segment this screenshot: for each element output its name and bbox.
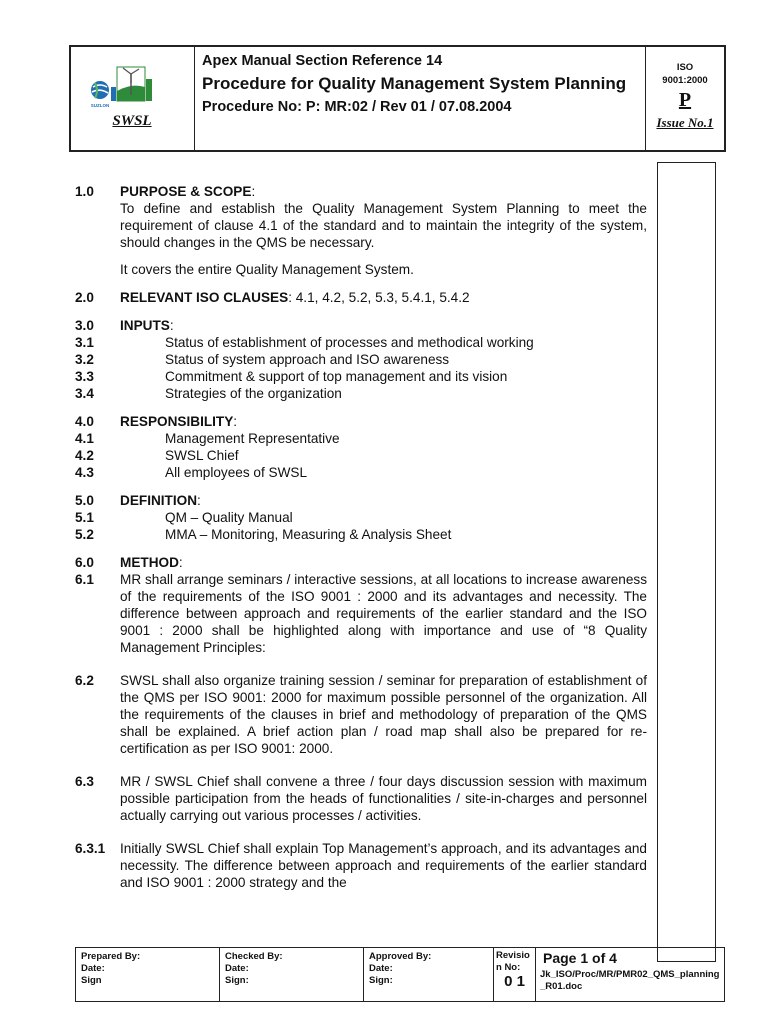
revision-cell: [494, 948, 536, 1001]
section-method: [75, 554, 647, 891]
item-text: QM – Quality Manual: [165, 510, 293, 525]
item-text: Status of establishment of processes and methodical working: [165, 335, 534, 350]
item-number: 5.1: [75, 510, 94, 525]
sign-label: Sign: [81, 975, 102, 986]
revision-number: 0 1: [504, 973, 525, 990]
list-item: [75, 368, 647, 385]
item-number: 3.2: [75, 352, 94, 367]
section-number: 5.0: [75, 493, 94, 508]
method-item: [75, 840, 647, 891]
section-heading: INPUTS: [120, 318, 170, 333]
sign-label: Sign:: [369, 975, 393, 986]
heading-colon: :: [251, 184, 256, 199]
list-item: [75, 447, 647, 464]
list-item: [75, 464, 647, 481]
item-text: MR / SWSL Chief shall convene a three / four days discussion session with maximum possible participation from the heads of functionalities / site-in-charges and personnel actually carrying out various processes / activities.: [120, 774, 647, 823]
list-item: [75, 509, 647, 526]
item-text: MMA – Monitoring, Measuring & Analysis Sheet: [165, 527, 452, 542]
item-number: 6.2: [75, 673, 94, 688]
section-heading: RESPONSIBILITY: [120, 414, 234, 429]
document-type-letter: P: [678, 89, 692, 111]
section-number: 6.0: [75, 555, 94, 570]
item-text: All employees of SWSL: [165, 465, 308, 480]
prepared-by-cell: [76, 948, 220, 1001]
section-purpose-scope: [75, 183, 647, 278]
issue-number: Issue No.1: [656, 115, 714, 130]
sign-label: Sign:: [225, 975, 249, 986]
section-responsibility: [75, 413, 647, 481]
section-iso-clauses: [75, 289, 647, 306]
file-name: Jk_ISO/Proc/MR/PMR02_QMS_planning_R01.doc: [540, 969, 720, 992]
list-item: [75, 526, 647, 543]
list-item: [75, 385, 647, 402]
section-heading: DEFINITION: [120, 493, 198, 508]
logo-caption: SUZLON: [90, 103, 110, 108]
item-text: SWSL shall also organize training session / seminar for preparation of establishment of the QMS per ISO 9001: 2000 for maximum possible personnel of the organization. All the requirements of the clauses in brief and methodology of preparation of the QMS shall be explained. A brief action plan / road map shall also be prepared for re-certification as per ISO 9001: 2000.: [120, 673, 647, 756]
revision-label: Revision No:: [496, 950, 530, 973]
item-text: Status of system approach and ISO awareness: [165, 352, 450, 367]
item-number: 3.4: [75, 386, 94, 401]
item-number: 3.3: [75, 369, 94, 384]
heading-colon: :: [197, 493, 201, 508]
item-number: 5.2: [75, 527, 94, 542]
list-item: [75, 430, 647, 447]
heading-colon: :: [169, 318, 174, 333]
section-heading: PURPOSE & SCOPE: [120, 184, 252, 199]
approved-by-label: Approved By:: [369, 951, 432, 962]
item-number: 4.2: [75, 448, 94, 463]
section-number: 4.0: [75, 414, 94, 429]
paragraph: It covers the entire Quality Management System.: [120, 262, 414, 277]
document-title: Procedure for Quality Management System Planning: [202, 74, 627, 93]
title-cell: [195, 47, 645, 150]
checked-by-cell: [220, 948, 364, 1001]
section-definition: [75, 492, 647, 543]
item-text: Initially SWSL Chief shall explain Top Management’s approach, and its advantages and necessity. The difference between approach and requirements of the earlier standard and ISO 9001 : 2000 strategy and the: [120, 841, 647, 890]
prepared-by-label: Prepared By:: [81, 951, 141, 962]
item-number: 6.3: [75, 774, 94, 789]
method-item: [75, 672, 647, 757]
method-item: [75, 773, 647, 824]
item-number: 6.3.1: [75, 841, 106, 856]
item-number: 4.1: [75, 431, 94, 446]
section-number: 2.0: [75, 290, 94, 305]
item-number: 6.1: [75, 572, 94, 587]
iso-cell: [645, 47, 724, 150]
item-text: Strategies of the organization: [165, 386, 342, 401]
document-footer: [75, 947, 725, 1002]
document-body: [75, 183, 647, 902]
checked-by-label: Checked By:: [225, 951, 283, 962]
date-label: Date:: [81, 963, 105, 974]
page-number: Page 1 of 4: [543, 950, 617, 966]
item-text: SWSL Chief: [165, 448, 239, 463]
list-item: [75, 334, 647, 351]
item-text: Management Representative: [165, 431, 340, 446]
list-item: [75, 351, 647, 368]
item-number: 4.3: [75, 465, 94, 480]
procedure-number: Procedure No: P: MR:02 / Rev 01 / 07.08.2004: [202, 99, 512, 115]
date-label: Date:: [369, 963, 393, 974]
heading-colon: :: [178, 555, 183, 570]
approved-by-cell: [364, 948, 494, 1001]
logo-cell: [71, 47, 195, 150]
clause-list: : 4.1, 4.2, 5.2, 5.3, 5.4.1, 5.4.2: [288, 290, 470, 305]
section-reference: Apex Manual Section Reference 14: [202, 53, 443, 69]
method-item: [75, 571, 647, 656]
heading-colon: :: [233, 414, 238, 429]
page-cell: [536, 948, 724, 1001]
iso-standard-label: ISO 9001:2000: [662, 62, 708, 86]
item-number: 3.1: [75, 335, 94, 350]
section-heading: METHOD: [120, 555, 179, 570]
section-number: 1.0: [75, 184, 94, 199]
company-logo-icon: [71, 47, 193, 113]
side-margin-box: [657, 162, 716, 962]
item-text: Commitment & support of top management and its vision: [165, 369, 508, 384]
item-text: MR shall arrange seminars / interactive sessions, at all locations to increase awareness of the requirements of the ISO 9001 : 2000 and its advantages and necessity. The difference between approach and requirements of the earlier standard and the ISO 9001 : 2000 shall be highlighted along with importance and use of “8 Quality Management Principles:: [120, 572, 647, 655]
section-number: 3.0: [75, 318, 94, 333]
section-heading: RELEVANT ISO CLAUSES: [120, 290, 289, 305]
date-label: Date:: [225, 963, 249, 974]
org-name: SWSL: [112, 113, 152, 129]
paragraph: To define and establish the Quality Management System Planning to meet the requirement of clause 4.1 of the standard and to maintain the integrity of the system, should changes in the QMS be necessary.: [120, 201, 647, 250]
document-header: [69, 45, 726, 152]
section-inputs: [75, 317, 647, 402]
